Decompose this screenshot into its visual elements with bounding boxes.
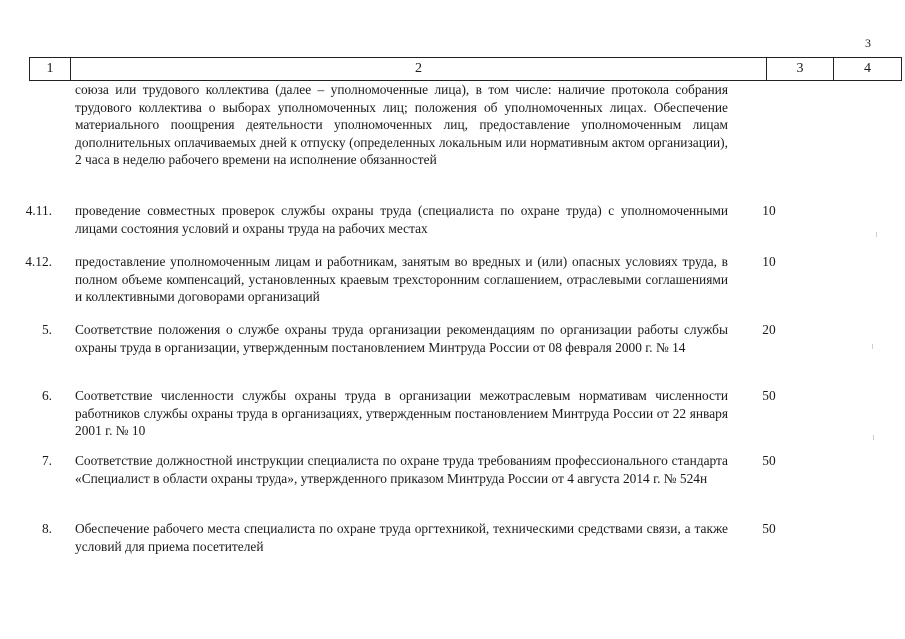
header-col-2: 2 <box>71 58 767 81</box>
item-text: Обеспечение рабочего места специалиста по охране труда оргтехникой, техническими средствами связи, а также условий для приема посетителей <box>75 521 728 554</box>
list-item <box>0 387 905 443</box>
item-text: Соответствие должностной инструкции специалиста по охране труда требованиям профессионального стандарта «Специалист в области охраны труда», утвержденного приказом Минтруда России от 4 августа 2014 г. № 524н <box>75 453 728 486</box>
item-score: 10 <box>762 254 776 269</box>
item-score: 50 <box>762 453 776 468</box>
item-number: 8. <box>41 521 52 536</box>
scan-speck <box>872 344 873 349</box>
item-number: 5. <box>41 322 52 337</box>
list-item <box>0 321 905 377</box>
continuation-paragraph: союза или трудового коллектива (далее – уполномоченные лица), в том числе: наличие протокола собрания трудового коллектива о выборах уполномоченных лиц; положения об уполномоченных лицах. Обеспечение материального поощрения деятельности уполномоченных лиц, предоставление уполномоченным лицам дополнительных оплачиваемых дней к отпуску (определенных локальным или нормативным актом организации), 2 часа в неделю рабочего времени на исполнение обязанностей <box>75 82 728 167</box>
list-item <box>0 520 905 560</box>
list-item <box>0 202 905 242</box>
scan-speck <box>876 232 877 237</box>
list-item <box>0 452 905 508</box>
header-col-4: 4 <box>834 58 902 81</box>
scan-speck <box>873 435 874 440</box>
item-score: 10 <box>762 203 776 218</box>
item-text: предоставление уполномоченным лицам и работникам, занятым во вредных и (или) опасных условиях труда, в полном объеме компенсаций, установленных краевым трехсторонним соглашением, отраслевыми соглашениями и коллективными договорами организаций <box>75 254 728 304</box>
header-col-1: 1 <box>30 58 71 81</box>
item-score: 20 <box>762 322 776 337</box>
item-score: 50 <box>762 388 776 403</box>
column-header-table <box>29 57 902 81</box>
page-number: 3 <box>865 36 871 50</box>
item-number: 7. <box>41 453 52 468</box>
item-number: 4.11. <box>25 203 52 218</box>
item-score: 50 <box>762 521 776 536</box>
item-text: проведение совместных проверок службы охраны труда (специалиста по охране труда) с уполномоченными лицами состояния условий и охраны труда на рабочих местах <box>75 203 728 236</box>
item-text: Соответствие положения о службе охраны труда организации рекомендациям по организации работы службы охраны труда в организации, утвержденным постановлением Минтруда России от 08 февраля 2000 г. № 14 <box>75 322 728 355</box>
list-item <box>0 253 905 309</box>
item-text: Соответствие численности службы охраны труда в организации межотраслевым нормативам численности работников службы охраны труда в организациях, утвержденным постановлением Минтруда России от 22 января 2001 г. № 10 <box>75 388 728 438</box>
header-col-3: 3 <box>767 58 834 81</box>
item-number: 4.12. <box>25 254 52 269</box>
item-number: 6. <box>41 388 52 403</box>
